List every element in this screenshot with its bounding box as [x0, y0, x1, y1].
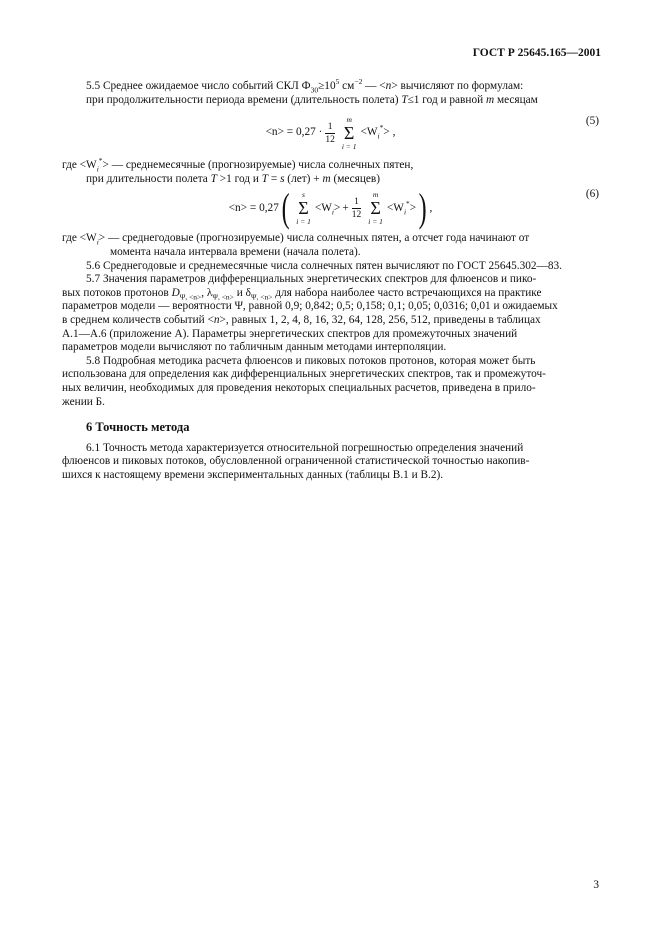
- document-body: [62, 77, 599, 482]
- sum-symbol: m Σ i = 1: [368, 190, 383, 227]
- formula-6: <n> = 0,27 ( s Σ i = 1 $<W_i>$ + $\frac{1}{12}$ m Σ i = 1 $<W_i^*>$ ) , (6): [228, 185, 599, 231]
- page-number: 3: [593, 879, 599, 891]
- paragraph-6-1-body: флюенсов и пиковых потоков, обусловленной ограниченной статистической точностью накопив- шихся к настоящему времени экспериментальных данных (таблицы В.1 и В.2).: [62, 455, 530, 481]
- paragraph-5-5: 5.5 Среднее ожидаемое число событий СКЛ $Ф_{30}\ge 10^5$ $см^{-2}$ — <n> вычисляют по формулам:: [86, 77, 524, 95]
- sum-symbol: m Σ i = 1: [341, 115, 357, 152]
- paragraph-6-1: 6.1 Точность метода характеризуется относительной погрешностью определения значений: [86, 441, 524, 454]
- paragraph-5-8: 5.8 Подробная методика расчета флюенсов и пиковых потоков протонов, которая может быть: [86, 354, 536, 367]
- paragraph-5-7: 5.7 Значения параметров дифференциальных энергетических спектров для флюенсов и пико-: [86, 273, 537, 286]
- formula-5: <n> = 0,27 · $\frac{1}{12}$ m Σ i = 1 $<W_i^*>$ , (5): [265, 115, 599, 152]
- condition-6: при длительности полета T >1 год и T = s (лет) + m (месяцев): [86, 172, 381, 185]
- paragraph-5-8-body: использована для определения как дифференциальных энергетических спектров, так и промежуточ- ных величин, необходимых для проведения некоторых специальных расчетов, приведена в прило- жении Б.: [62, 368, 546, 408]
- where-5: где $<W_i^*>$ — среднемесячные (прогнозируемые) числа солнечных пятен,: [62, 156, 414, 174]
- sum-symbol: s Σ i = 1: [296, 190, 311, 227]
- formula-number-6: (6): [585, 188, 599, 201]
- fraction: $\frac{1}{12}$: [325, 121, 335, 145]
- paragraph-5-5-line2: при продолжительности периода времени (длительность полета) T≤1 год и равной m месяцам: [86, 93, 538, 106]
- paragraph-5-7-body: вых потоков протонов $D_{\Psi, <n>}$, $\lambda_{\Psi, <n>}$ и $\delta_{\Psi, <n>}$ для набора наиболее часто встречающихся на практике параметров модели — вероятности Ψ, равной 0,9; 0,842; 0,5; 0,158; 0,1; 0,05; 0,0316; 0,01 и ожидаемых в среднем количеств событий <n>, равных 1, 2, 4, 8, 16, 32, 64, 128, 256, 512, приведены в таблицах А.1—А.6 (приложение А). Параметры энергетических спектров для промежуточных значений параметров модели вычисляют по табличным данным методами интерполяции.: [62, 286, 558, 354]
- paragraph-5-6: 5.6 Среднегодовые и среднемесячные числа солнечных пятен вычисляют по ГОСТ 25645.302—83.: [86, 259, 562, 272]
- formula-number-5: (5): [585, 115, 599, 128]
- page-header: ГОСТ Р 25645.165—2001: [472, 47, 601, 59]
- fraction: $\frac{1}{12}$: [351, 196, 362, 220]
- where-6-line2: момента начала интервала времени (начала полета).: [110, 245, 361, 258]
- where-6: где $<W_i>$ — среднегодовые (прогнозируемые) числа солнечных пятен, а отсчет года начинают от: [62, 232, 530, 247]
- section-title: 6 Точность метода: [86, 420, 190, 435]
